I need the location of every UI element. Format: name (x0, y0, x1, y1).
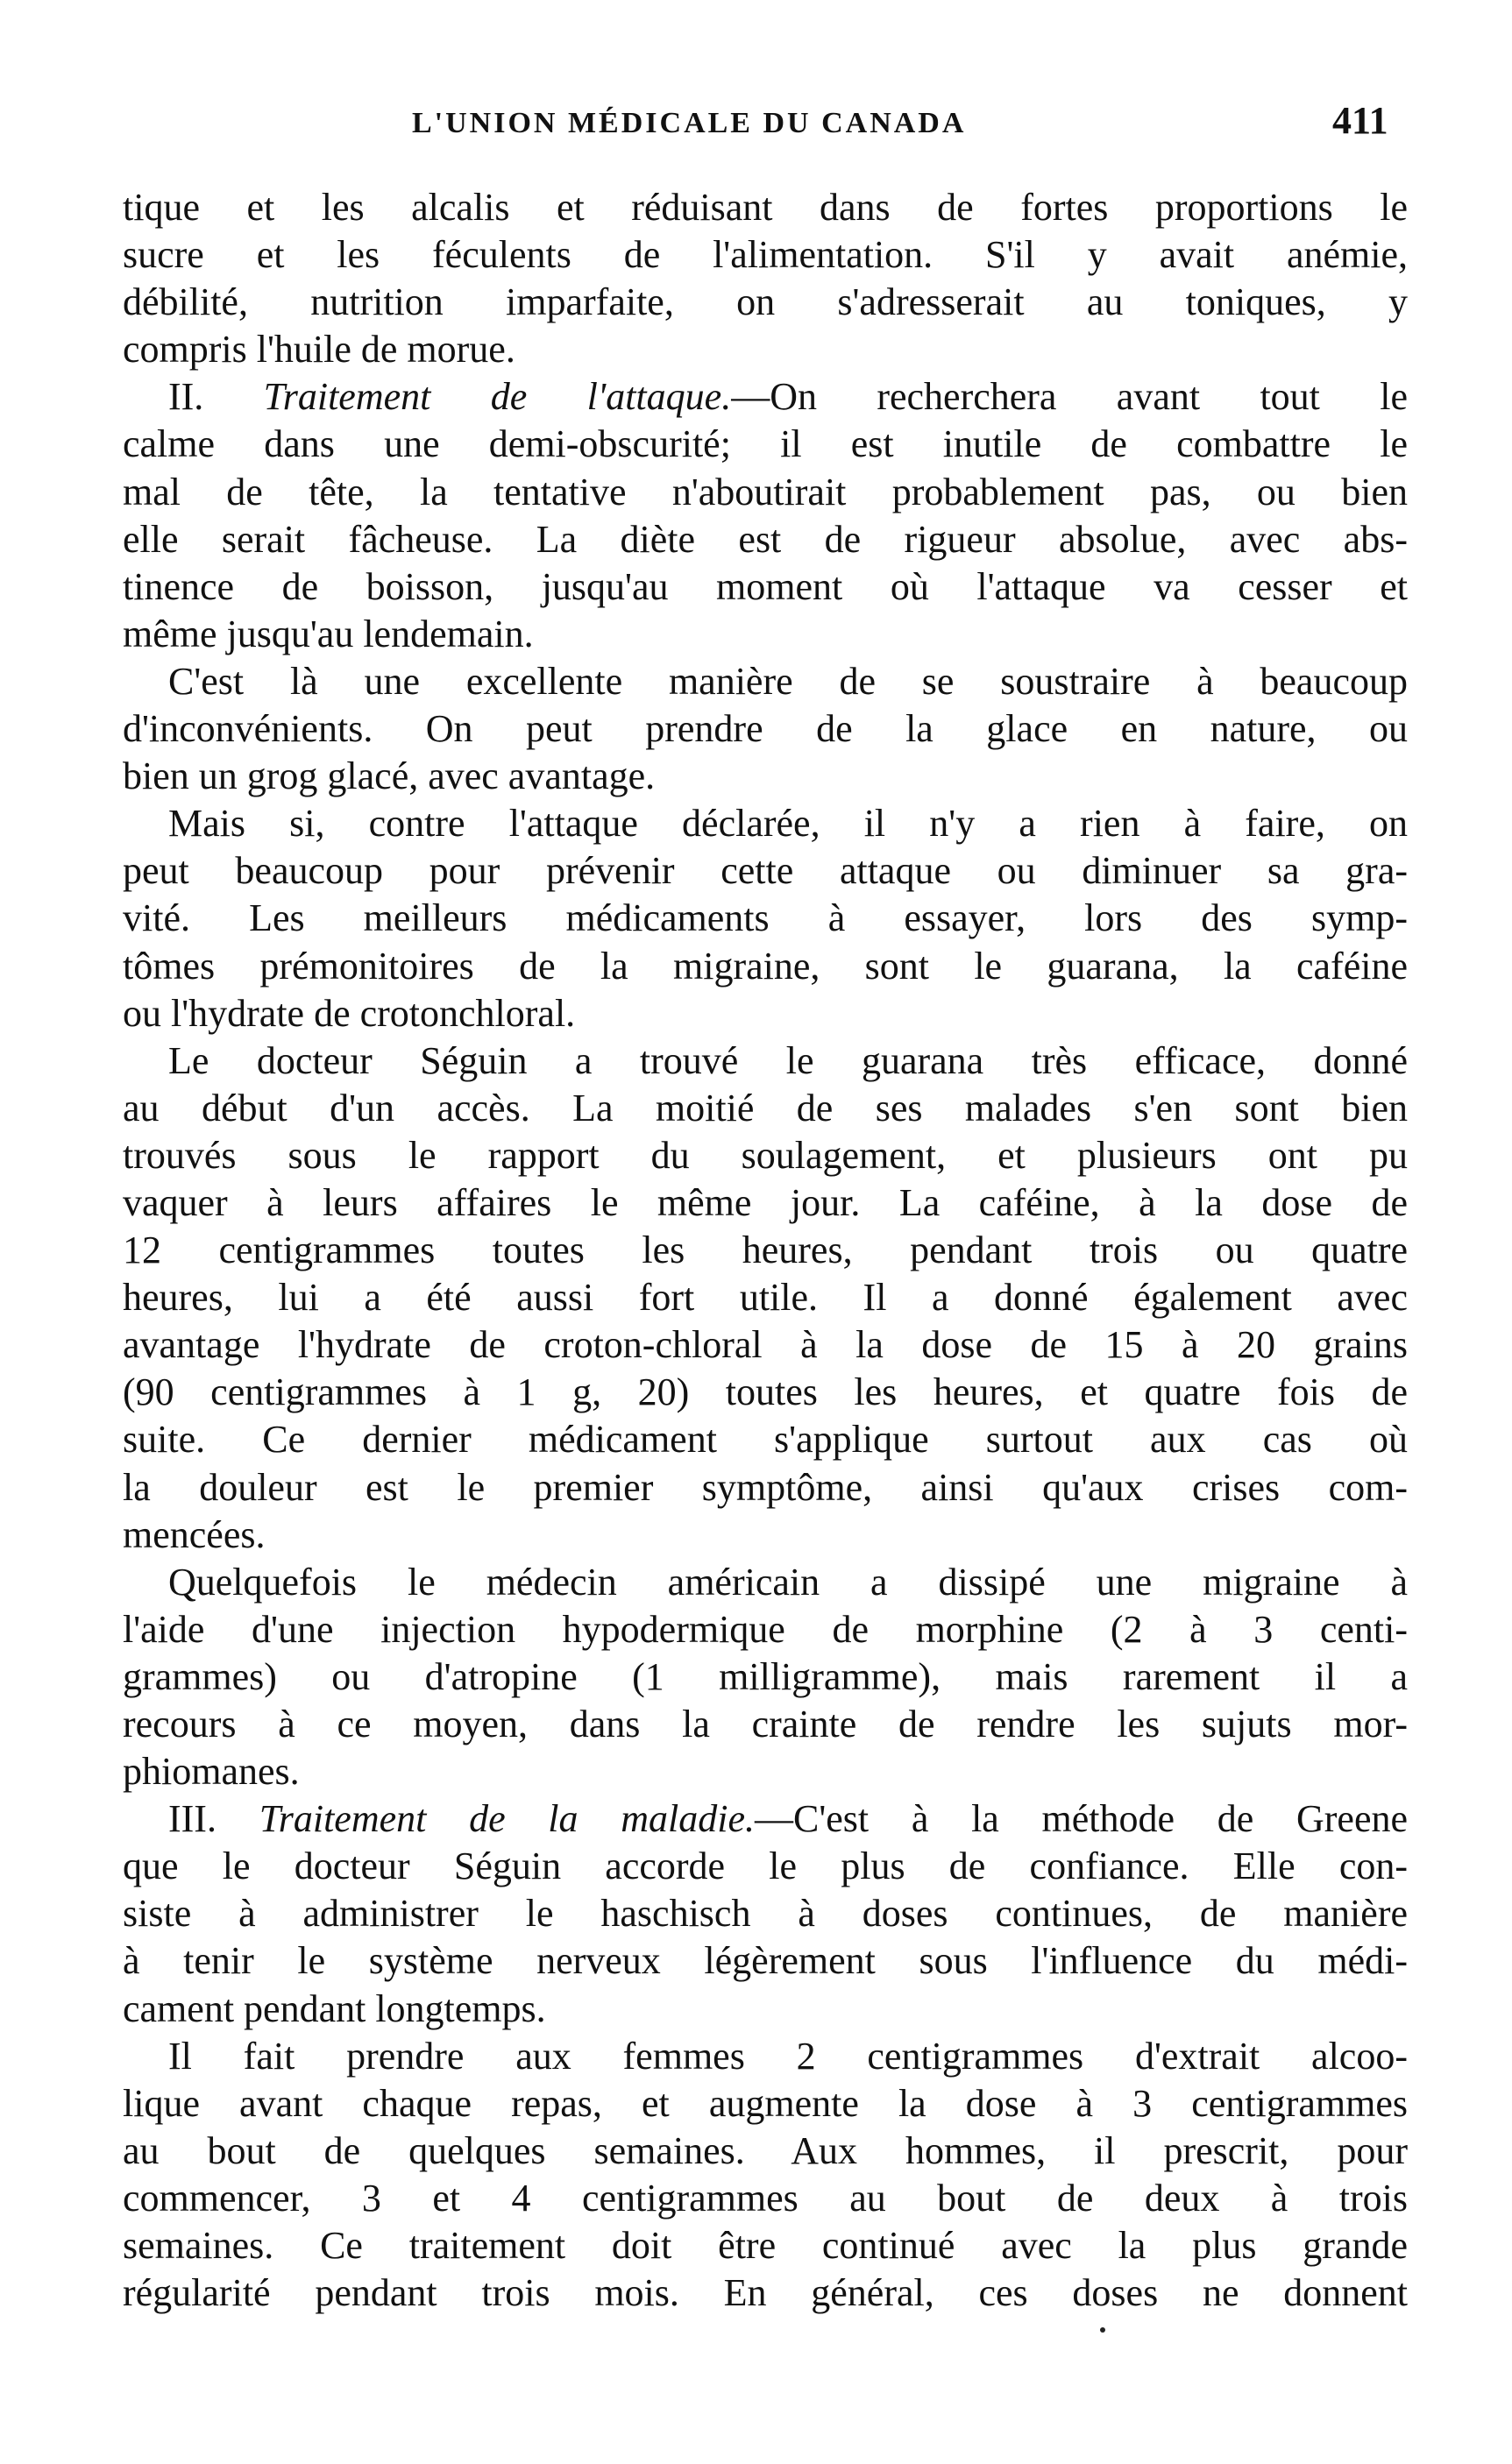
text-line: Il fait prendre aux femmes 2 centigrammes d'extrait alcoo- (168, 2034, 1408, 2078)
text-line: tinence de boisson, jusqu'au moment où l'attaque va cesser et (123, 564, 1408, 608)
text-line: peut beaucoup pour prévenir cette attaque ou diminuer sa gra- (123, 849, 1408, 893)
text-line: que le docteur Séguin accorde le plus de confiance. Elle con- (123, 1844, 1408, 1888)
text-line: C'est là une excellente manière de se soustraire à beaucoup (168, 659, 1408, 703)
text-line: vaquer à leurs affaires le même jour. La caféine, à la dose de (123, 1180, 1408, 1224)
text-line: régularité pendant trois mois. En général, ces doses ne donnent (123, 2271, 1408, 2315)
text-line: tique et les alcalis et réduisant dans de fortes proportions le (123, 186, 1408, 229)
text-line: calme dans une demi-obscurité; il est inutile de combattre le (123, 422, 1408, 466)
section-heading-line (123, 373, 1408, 421)
text-line: débilité, nutrition imparfaite, on s'adresserait au toniques, y (123, 280, 1408, 324)
text-line: d'inconvénients. On peut prendre de la glace en nature, ou (123, 707, 1408, 751)
text-line: siste à administrer le haschisch à doses continues, de manière (123, 1892, 1408, 1936)
text-line: mencées. (123, 1512, 266, 1556)
text-line: lique avant chaque repas, et augmente la dose à 3 centigrammes (123, 2081, 1408, 2125)
text-line: suite. Ce dernier médicament s'applique surtout aux cas où (123, 1418, 1408, 1462)
text-line: 12 centigrammes toutes les heures, pendant trois ou quatre (123, 1228, 1408, 1272)
section-number: III. (168, 1797, 217, 1841)
body-text (123, 184, 1408, 2317)
section-title: Traitement de la maladie. (259, 1797, 755, 1841)
text-line: à tenir le système nerveux légèrement sous l'influence du médi- (123, 1939, 1408, 1983)
section-title: Traitement de l'attaque. (263, 375, 732, 419)
text-line: bien un grog glacé, avec avantage. (123, 754, 656, 798)
section-number: II. (168, 375, 204, 419)
section-lead-text: —On recherchera avant tout le (731, 375, 1408, 419)
text-line: cament pendant longtemps. (123, 1986, 546, 2030)
text-line: trouvés sous le rapport du soulagement, et plusieurs ont pu (123, 1133, 1408, 1177)
text-line: elle serait fâcheuse. La diète est de rigueur absolue, avec abs- (123, 517, 1408, 561)
text-line: grammes) ou d'atropine (1 milligramme), mais rarement il a (123, 1654, 1408, 1698)
text-line: phiomanes. (123, 1750, 300, 1794)
text-line: Mais si, contre l'attaque déclarée, il n'y a rien à faire, on (168, 802, 1408, 846)
text-line: commencer, 3 et 4 centigrammes au bout de deux à trois (123, 2176, 1408, 2220)
text-line: recours à ce moyen, dans la crainte de rendre les sujuts mor- (123, 1703, 1408, 1745)
text-line: tômes prémonitoires de la migraine, sont le guarana, la caféine (123, 944, 1408, 988)
text-line: heures, lui a été aussi fort utile. Il a donné également avec (123, 1276, 1408, 1320)
text-line: vité. Les meilleurs médicaments à essayer, lors des symp- (123, 896, 1408, 940)
text-line: mal de tête, la tentative n'aboutirait probablement pas, ou bien (123, 470, 1408, 513)
running-title: L'UNION MÉDICALE DU CANADA (412, 107, 967, 139)
section-heading-line (123, 1795, 1408, 1843)
text-line: Le docteur Séguin a trouvé le guarana très efficace, donné (168, 1038, 1408, 1082)
text-line: compris l'huile de morue. (123, 328, 515, 372)
text-line: ou l'hydrate de crotonchloral. (123, 991, 576, 1035)
text-line: (90 centigrammes à 1 g, 20) toutes les heures, et quatre fois de (123, 1370, 1408, 1414)
text-line: au début d'un accès. La moitié de ses malades s'en sont bien (123, 1086, 1408, 1129)
ink-speck (1100, 2327, 1105, 2333)
text-line: même jusqu'au lendemain. (123, 612, 534, 655)
page-number: 411 (1332, 99, 1388, 142)
text-line: au bout de quelques semaines. Aux hommes, il prescrit, pour (123, 2128, 1408, 2172)
text-line: avantage l'hydrate de croton-chloral à la dose de 15 à 20 grains (123, 1323, 1408, 1367)
text-line: Quelquefois le médecin américain a dissipé une migraine à (168, 1560, 1408, 1604)
text-line: semaines. Ce traitement doit être continué avec la plus grande (123, 2224, 1408, 2268)
text-line: sucre et les féculents de l'alimentation. S'il y avait anémie, (123, 233, 1408, 277)
text-line: la douleur est le premier symptôme, ainsi qu'aux crises com- (123, 1465, 1408, 1509)
text-line: l'aide d'une injection hypodermique de morphine (2 à 3 centi- (123, 1607, 1408, 1651)
section-lead-text: —C'est à la méthode de Greene (754, 1797, 1408, 1841)
